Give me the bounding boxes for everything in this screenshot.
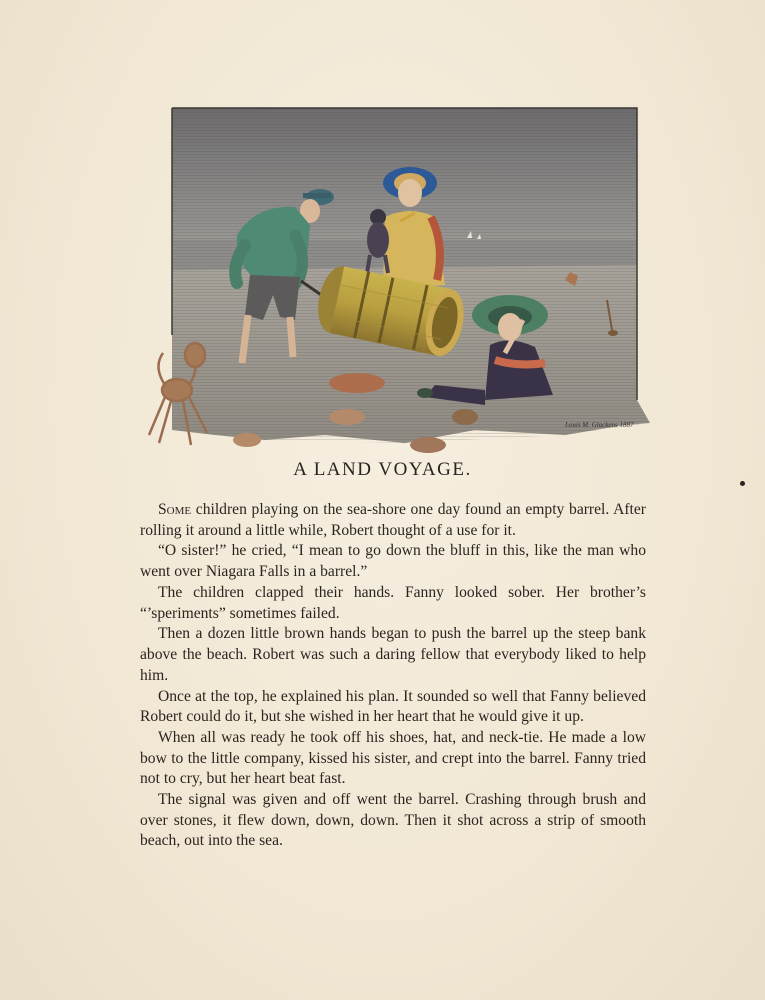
paragraph-2-text: “O sister!” he cried, “I mean to go down the bluff in this, like the man who went over Niagara Falls in a barrel.” bbox=[140, 542, 646, 581]
paragraph-6 bbox=[140, 728, 646, 790]
paragraph-5 bbox=[140, 687, 646, 728]
paragraph-1 bbox=[140, 500, 646, 541]
ink-speck bbox=[740, 481, 745, 486]
story-title: A LAND VOYAGE. bbox=[293, 459, 472, 480]
paragraph-3 bbox=[140, 583, 646, 624]
paragraph-1-text: children playing on the sea-shore one day found an empty barrel. After rolling it around a little while, Robert thought of a use for it. bbox=[140, 501, 646, 539]
beach-illustration bbox=[145, 105, 650, 465]
paragraph-4 bbox=[140, 624, 646, 686]
girl-figure bbox=[383, 167, 445, 287]
paragraph-7-text: The signal was given and off went the barrel. Crashing through brush and over stones, it flew down, down, down. Then it shot across a strip of smooth beach, out into the sea. bbox=[140, 791, 646, 850]
paragraph-7 bbox=[140, 790, 646, 852]
paragraph-3-text: The children clapped their hands. Fanny looked sober. Her brother’s “’speriments” sometimes failed. bbox=[140, 583, 646, 622]
paragraph-5-text: Once at the top, he explained his plan. It sounded so well that Fanny believed Robert could do it, but she wished in her heart that he would give it up. bbox=[140, 687, 646, 726]
paragraph-1-lead: Some bbox=[158, 501, 192, 518]
paragraph-2 bbox=[140, 541, 646, 582]
artist-signature: Louis M. Glackens 1887 bbox=[565, 421, 634, 429]
paragraph-6-text: When all was ready he took off his shoes, hat, and neck-tie. He made a low bow to the little company, kissed his sister, and crept into the barrel. Fanny tried not to cry, but her heart beat fast. bbox=[140, 729, 646, 788]
paragraph-4-text: Then a dozen little brown hands began to push the barrel up the steep bank above the beach. Robert was such a daring fellow that everybody liked to help him. bbox=[140, 625, 646, 684]
story-text bbox=[140, 500, 646, 852]
